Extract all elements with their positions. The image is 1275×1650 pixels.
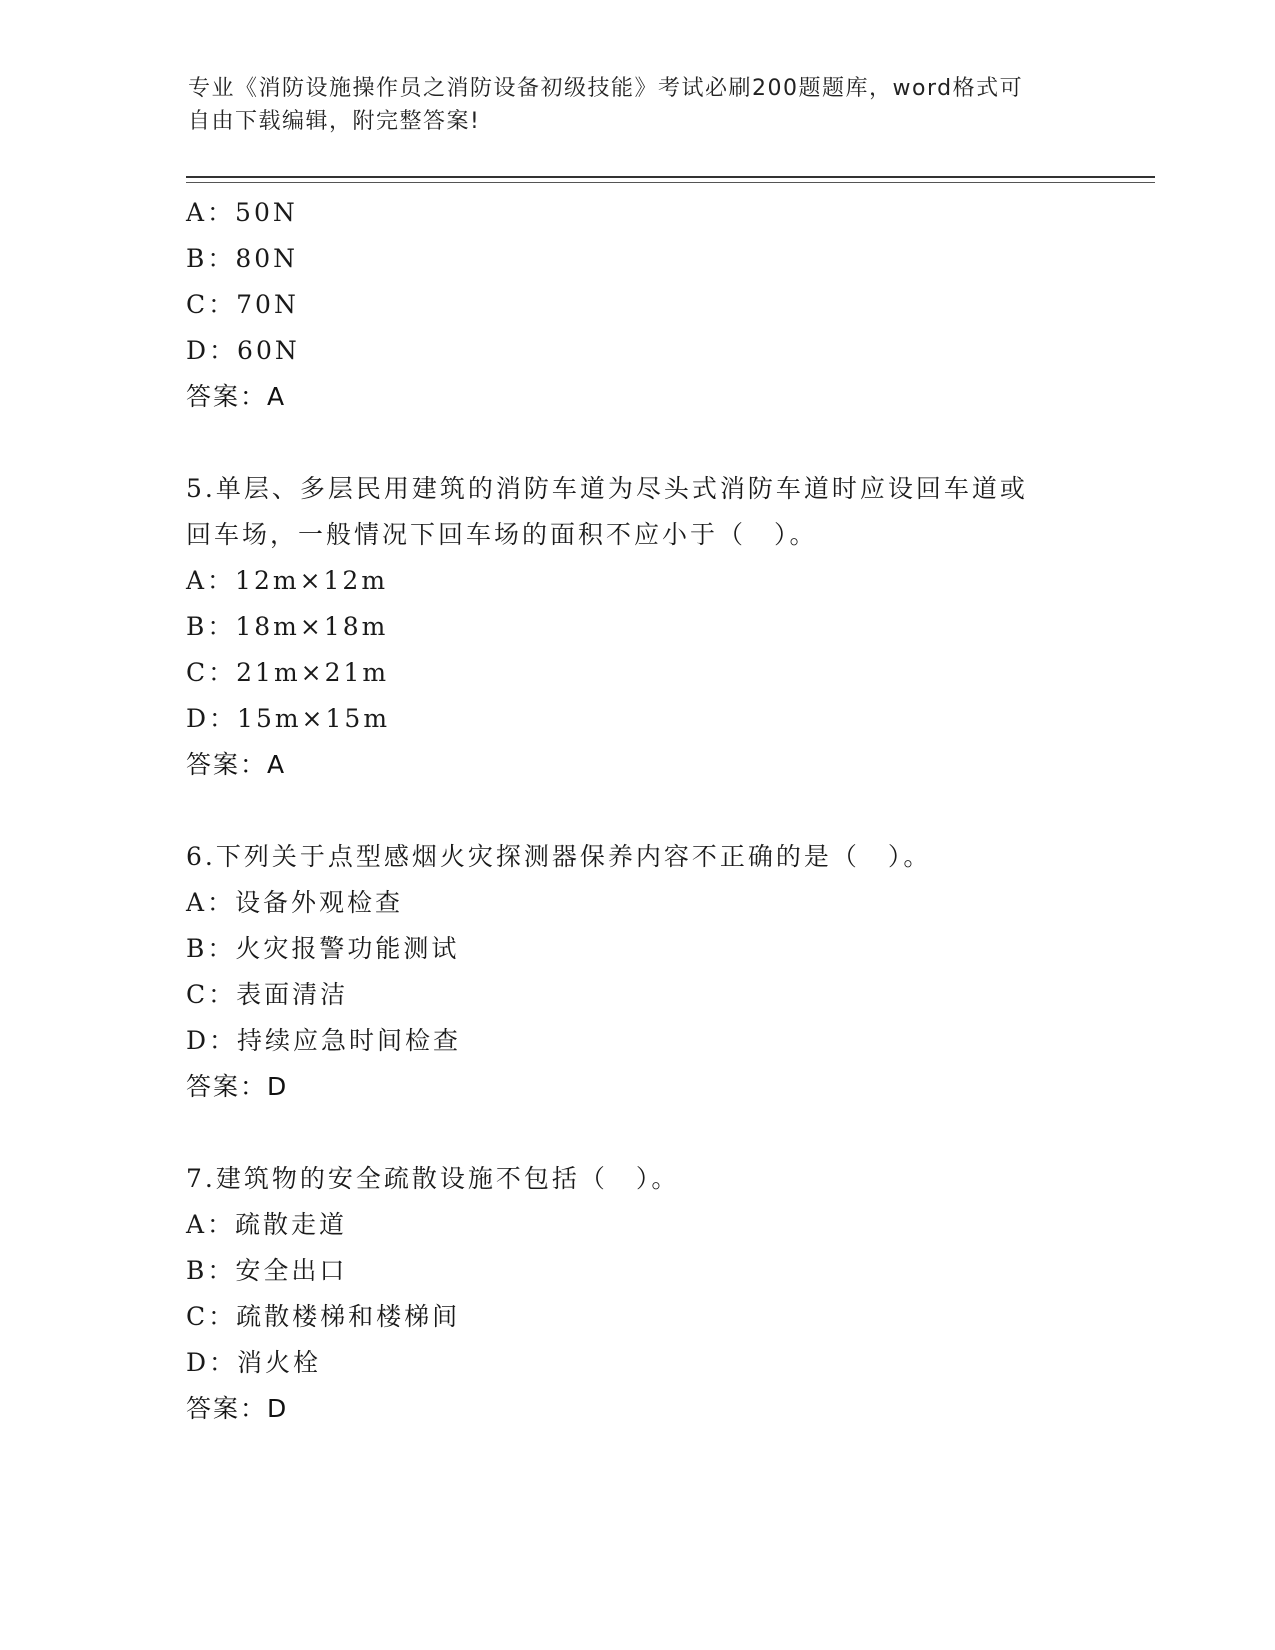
- question-stem: 6.下列关于点型感烟火灾探测器保养内容不正确的是（ ）。: [186, 842, 932, 871]
- option-c: C：21m×21m: [186, 658, 390, 687]
- question-6: [186, 834, 1086, 1110]
- option-d: D：持续应急时间检查: [186, 1026, 462, 1055]
- option-d: D：15m×15m: [186, 704, 391, 733]
- option-b: B：安全出口: [186, 1256, 348, 1285]
- question-stem: 7.建筑物的安全疏散设施不包括（ ）。: [186, 1164, 680, 1193]
- option-b: B：火灾报警功能测试: [186, 934, 460, 963]
- option-a: A：设备外观检查: [186, 888, 404, 917]
- answer: 答案：A: [186, 750, 287, 779]
- option-c: C：表面清洁: [186, 980, 349, 1009]
- question-4: [186, 190, 1086, 420]
- answer: 答案：D: [186, 1072, 289, 1101]
- option-d: D：60N: [186, 336, 300, 365]
- question-list: [186, 190, 1086, 1432]
- question-7: [186, 1156, 1086, 1432]
- question-5: [186, 466, 1086, 788]
- answer: 答案：D: [186, 1394, 289, 1423]
- option-a: A：疏散走道: [186, 1210, 348, 1239]
- option-d: D：消火栓: [186, 1348, 322, 1377]
- answer: 答案：A: [186, 382, 287, 411]
- option-c: C：疏散楼梯和楼梯间: [186, 1302, 461, 1331]
- question-stem-line-1: 5.单层、多层民用建筑的消防车道为尽头式消防车道时应设回车道或: [186, 474, 1028, 503]
- document-header: [188, 72, 1088, 138]
- header-line-1: 专业《消防设施操作员之消防设备初级技能》考试必刷200题题库，word格式可: [188, 76, 1024, 101]
- option-b: B：80N: [186, 244, 299, 273]
- option-b: B：18m×18m: [186, 612, 389, 641]
- spacer: [186, 788, 1086, 834]
- spacer: [186, 420, 1086, 466]
- header-line-2: 自由下载编辑，附完整答案!: [188, 109, 481, 134]
- spacer: [186, 1110, 1086, 1156]
- option-a: A：12m×12m: [186, 566, 389, 595]
- option-a: A：50N: [186, 198, 298, 227]
- question-stem-line-2: 回车场，一般情况下回车场的面积不应小于（ ）。: [186, 520, 818, 549]
- header-divider-thick: [186, 176, 1155, 178]
- header-divider-thin: [186, 182, 1155, 183]
- option-c: C：70N: [186, 290, 299, 319]
